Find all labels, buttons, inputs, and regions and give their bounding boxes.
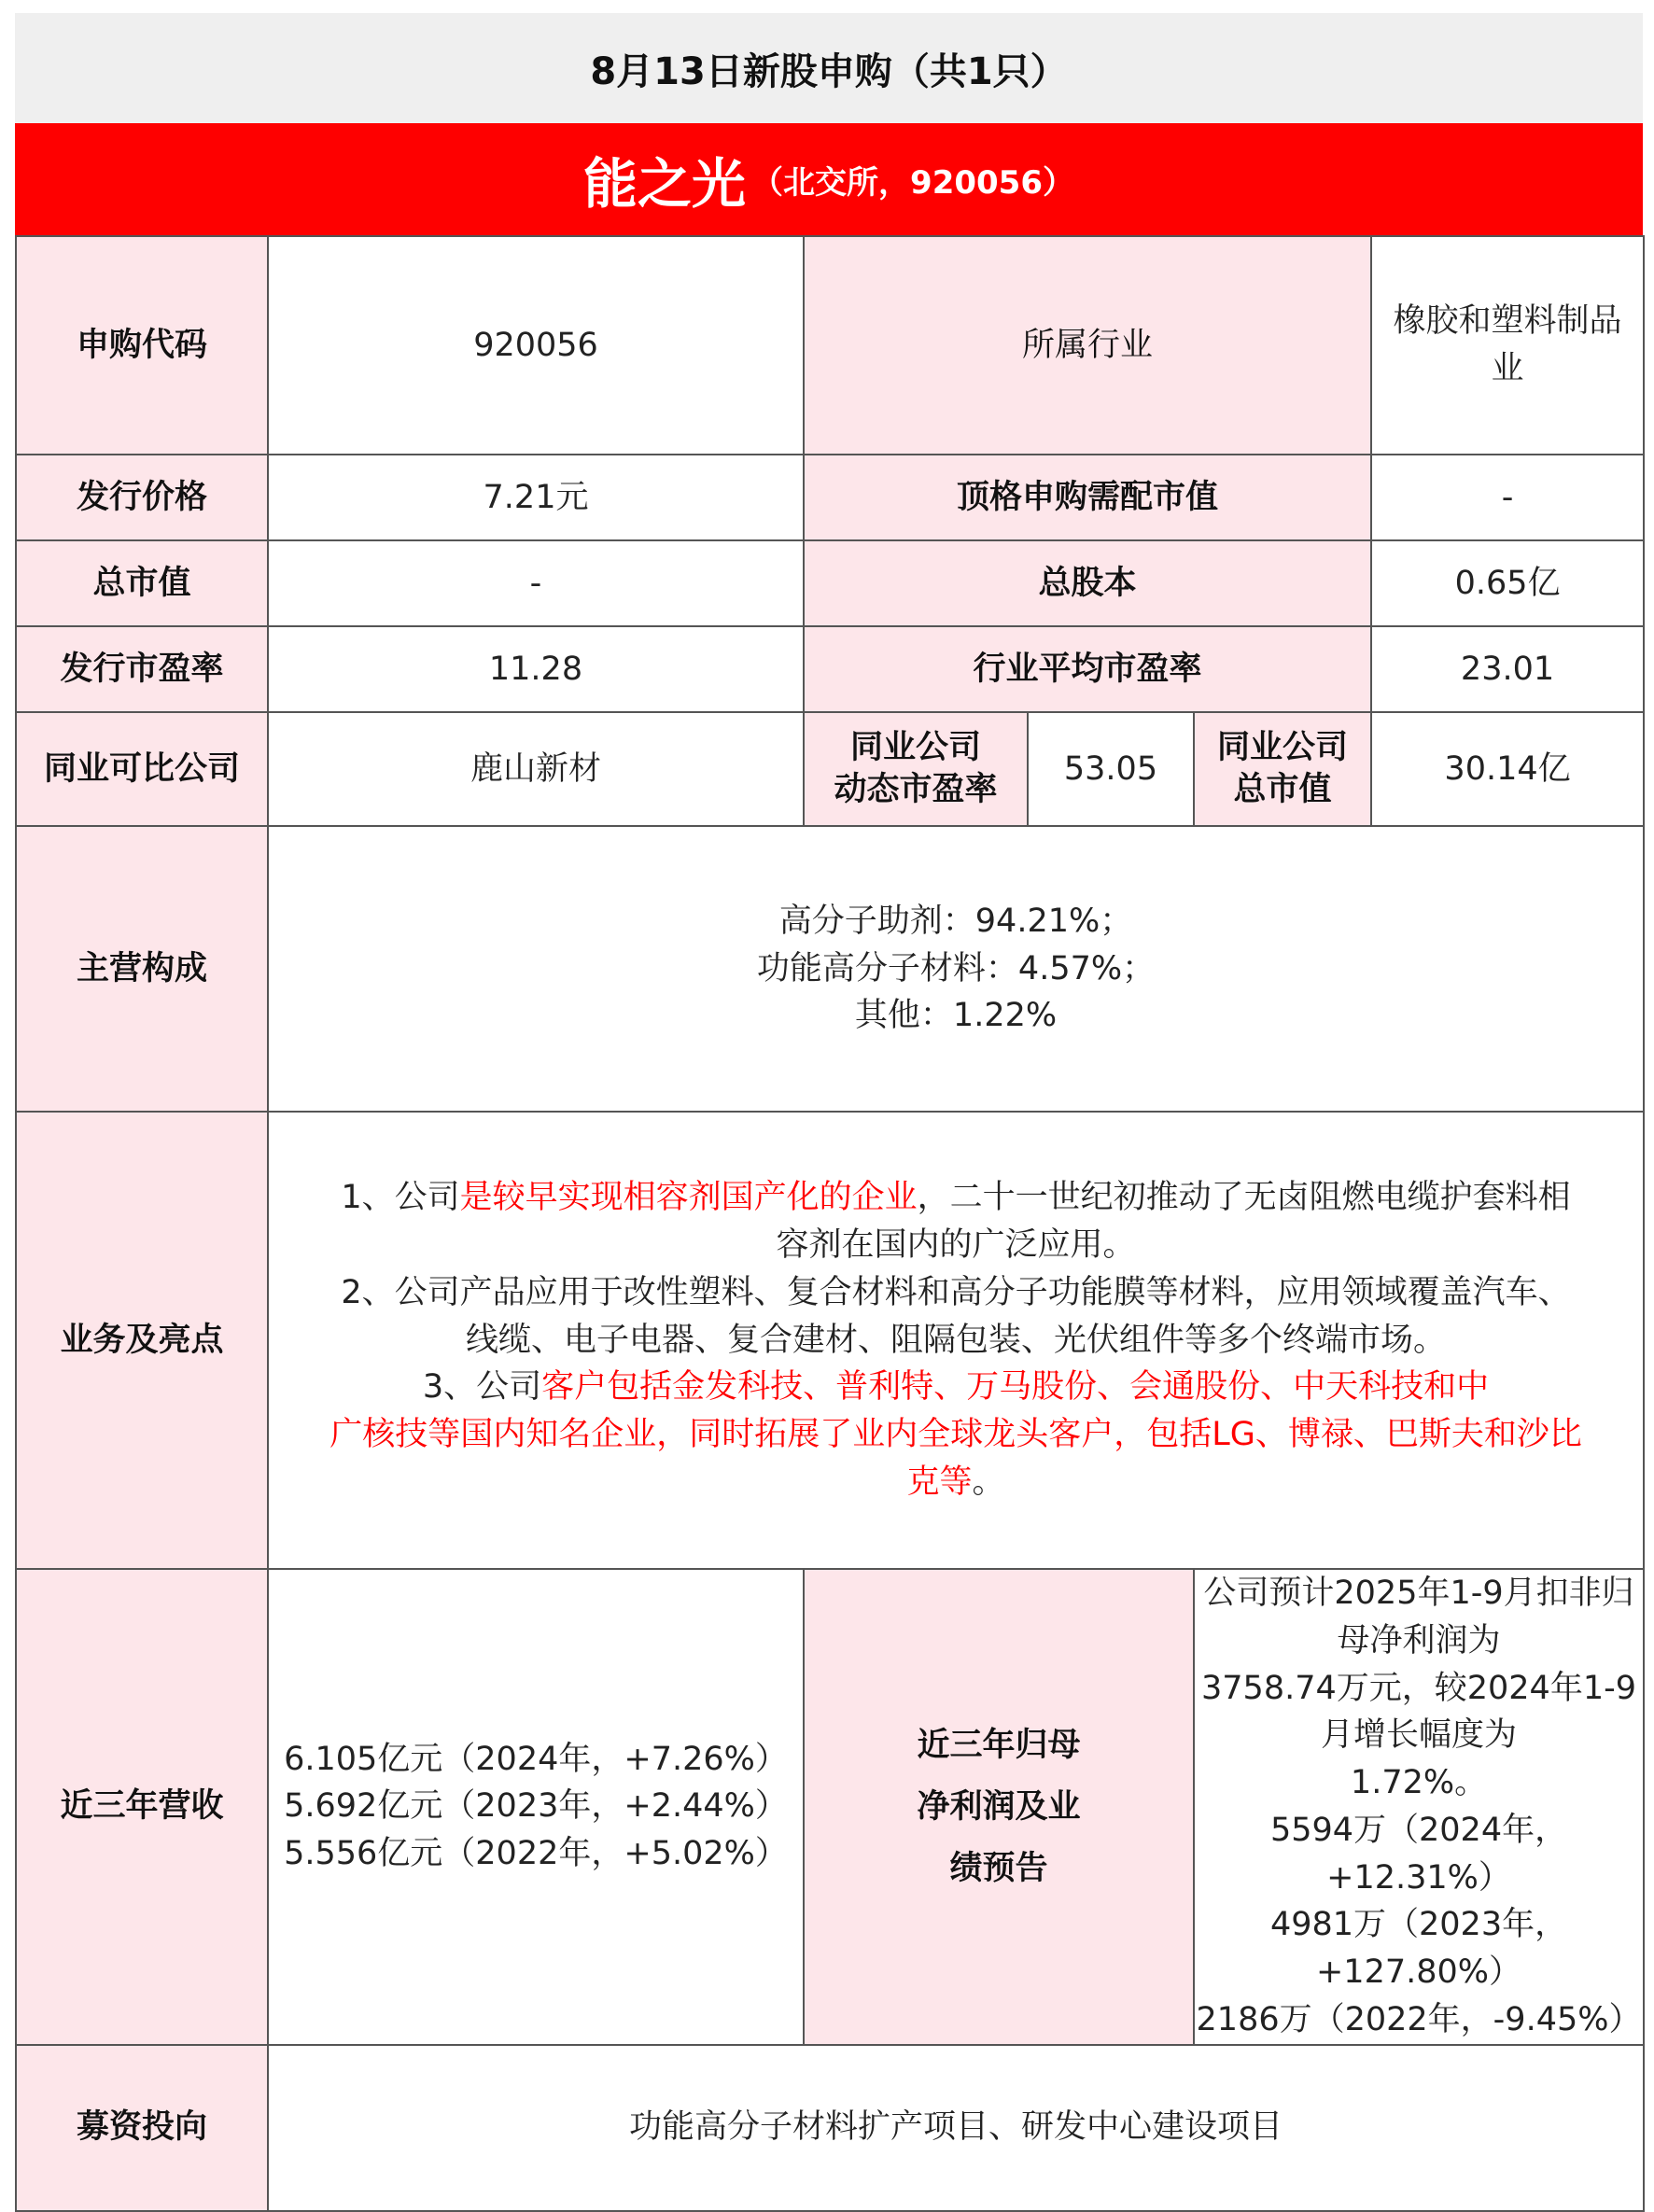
highlight-text: 1、公司 bbox=[341, 1179, 460, 1217]
highlight-line bbox=[269, 1459, 1643, 1506]
stock-header bbox=[15, 123, 1643, 235]
peer-company-label: 同业可比公司 bbox=[16, 712, 268, 826]
peer-company-value: 鹿山新材 bbox=[268, 712, 804, 826]
highlight-text: 3、公司 bbox=[422, 1368, 542, 1407]
main-business-line: 功能高分子材料：4.57%； bbox=[756, 949, 1156, 987]
table-row bbox=[16, 540, 1644, 626]
revenue-value bbox=[268, 1569, 804, 2045]
peer-cap-label-line: 总市值 bbox=[1233, 771, 1332, 808]
industry-pe-value: 23.01 bbox=[1371, 626, 1644, 712]
ipo-info-table bbox=[15, 235, 1645, 2212]
highlight-line: 容剂在国内的广泛应用。 bbox=[776, 1226, 1136, 1265]
total-shares-label: 总股本 bbox=[804, 540, 1371, 626]
table-row bbox=[16, 826, 1644, 1112]
profit-label-line: 近三年归母 bbox=[917, 1726, 1081, 1764]
peer-cap-label-line: 同业公司 bbox=[1217, 728, 1349, 766]
main-business-value bbox=[268, 826, 1644, 1112]
highlights-label: 业务及亮点 bbox=[16, 1112, 268, 1569]
page-title: 8月13日新股申购（共1只） bbox=[15, 13, 1643, 123]
main-business-line: 高分子助剂：94.21%； bbox=[778, 902, 1133, 940]
stock-exchange-code: （北交所，920056） bbox=[751, 163, 1074, 202]
table-row bbox=[16, 712, 1644, 826]
max-subscription-cap-value: - bbox=[1371, 455, 1644, 540]
peer-pe-label-line: 同业公司 bbox=[849, 728, 981, 766]
profit-line: 1.72%。 bbox=[1350, 1764, 1488, 1801]
highlight-line: 线缆、电子电器、复合建材、阻隔包装、光伏组件等多个终端市场。 bbox=[466, 1321, 1447, 1359]
subscription-code-value: 920056 bbox=[268, 236, 804, 455]
industry-value-line: 橡胶和塑料制品 bbox=[1393, 302, 1622, 341]
peer-cap-value: 30.14亿 bbox=[1371, 712, 1644, 826]
highlight-line: 广核技等国内知名企业，同时拓展了业内全球龙头客户，包括LG、博禄、巴斯夫和沙比 bbox=[329, 1416, 1582, 1454]
highlight-emphasis: 客户包括金发科技、普利特、万马股份、会通股份、中天科技和中 bbox=[541, 1368, 1490, 1407]
peer-pe-label-line: 动态市盈率 bbox=[834, 771, 998, 808]
revenue-label: 近三年营收 bbox=[16, 1569, 268, 2045]
revenue-line: 5.556亿元（2022年，+5.02%） bbox=[284, 1835, 788, 1873]
highlight-emphasis: 是较早实现相容剂国产化的企业 bbox=[459, 1179, 918, 1217]
highlight-line bbox=[269, 1174, 1643, 1222]
profit-line: 4981万（2023年，+127.80%） bbox=[1269, 1906, 1568, 1991]
max-subscription-cap-label: 顶格申购需配市值 bbox=[804, 455, 1371, 540]
profit-line: 公司预计2025年1-9月扣非归母净利润为 bbox=[1203, 1575, 1634, 1659]
issue-pe-label: 发行市盈率 bbox=[16, 626, 268, 712]
total-shares-value: 0.65亿 bbox=[1371, 540, 1644, 626]
issue-price-value: 7.21元 bbox=[268, 455, 804, 540]
revenue-line: 5.692亿元（2023年，+2.44%） bbox=[284, 1787, 788, 1826]
profit-label-line: 绩预告 bbox=[949, 1849, 1048, 1887]
profit-line: 2186万（2022年，-9.45%） bbox=[1196, 2000, 1642, 2038]
issue-price-label: 发行价格 bbox=[16, 455, 268, 540]
stock-name: 能之光 bbox=[583, 152, 747, 216]
fund-use-label: 募资投向 bbox=[16, 2045, 268, 2211]
highlight-line bbox=[269, 1364, 1643, 1411]
industry-value bbox=[1371, 236, 1644, 455]
highlight-emphasis: 克等 bbox=[906, 1463, 973, 1501]
highlight-line: 2、公司产品应用于改性塑料、复合材料和高分子功能膜等材料，应用领域覆盖汽车、 bbox=[341, 1273, 1571, 1311]
table-row bbox=[16, 2045, 1644, 2211]
revenue-line: 6.105亿元（2024年，+7.26%） bbox=[284, 1740, 788, 1778]
main-business-label: 主营构成 bbox=[16, 826, 268, 1112]
profit-line: 5594万（2024年，+12.31%） bbox=[1269, 1811, 1568, 1897]
fund-use-value: 功能高分子材料扩产项目、研发中心建设项目 bbox=[268, 2045, 1644, 2211]
issue-pe-value: 11.28 bbox=[268, 626, 804, 712]
profit-value bbox=[1194, 1569, 1644, 2045]
industry-pe-label: 行业平均市盈率 bbox=[804, 626, 1371, 712]
market-cap-label: 总市值 bbox=[16, 540, 268, 626]
table-row bbox=[16, 626, 1644, 712]
table-row bbox=[16, 1569, 1644, 2045]
industry-value-line: 业 bbox=[1491, 350, 1524, 387]
table-row bbox=[16, 455, 1644, 540]
peer-pe-label bbox=[804, 712, 1028, 826]
ipo-info-card bbox=[15, 13, 1643, 2212]
main-business-line: 其他：1.22% bbox=[854, 997, 1058, 1035]
profit-label-line: 净利润及业 bbox=[917, 1787, 1081, 1826]
profit-line: 3758.74万元，较2024年1-9月增长幅度为 bbox=[1201, 1669, 1636, 1755]
subscription-code-label: 申购代码 bbox=[16, 236, 268, 455]
profit-label bbox=[804, 1569, 1194, 2045]
industry-label: 所属行业 bbox=[804, 236, 1371, 455]
highlight-text: ，二十一世纪初推动了无卤阻燃电缆护套料相 bbox=[917, 1179, 1571, 1217]
peer-pe-value: 53.05 bbox=[1028, 712, 1194, 826]
peer-cap-label bbox=[1194, 712, 1371, 826]
highlight-text: 。 bbox=[972, 1463, 1005, 1501]
highlights-value bbox=[268, 1112, 1644, 1569]
market-cap-value: - bbox=[268, 540, 804, 626]
table-row bbox=[16, 1112, 1644, 1569]
table-row bbox=[16, 236, 1644, 455]
